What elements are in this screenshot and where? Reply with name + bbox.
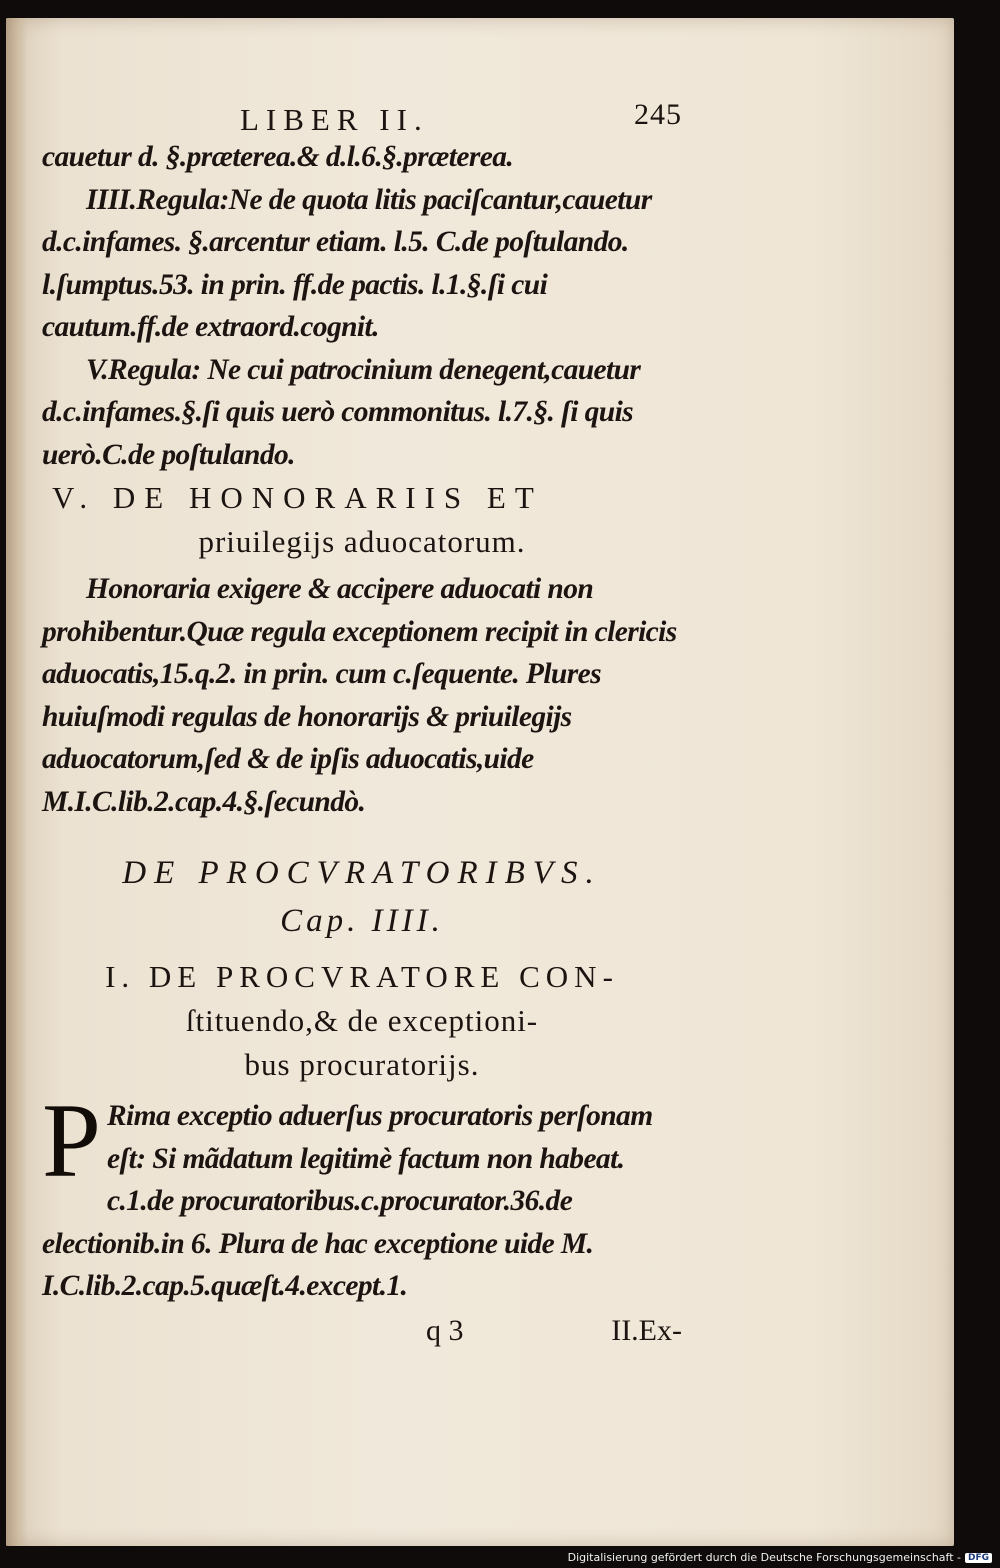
digitization-credit xyxy=(568,1551,992,1564)
page-spine-shadow xyxy=(6,18,28,1546)
signature-mark: q 3 xyxy=(426,1313,464,1347)
credit-text: Digitalisierung gefördert durch die Deutsche Forschungsgemeinschaft - xyxy=(567,1551,961,1564)
running-head xyxy=(42,88,682,136)
text-block xyxy=(42,88,682,1354)
section-v-heading-line2: priuilegijs aduocatorum. xyxy=(198,524,526,559)
section-v-heading-line1: V. DE HONORARIIS ET xyxy=(52,480,543,515)
chapter-title: DE PROCVRATORIBVS. xyxy=(122,855,602,891)
drop-capital: P xyxy=(42,1082,101,1199)
section-i-heading-line1: I. DE PROCVRATORE CON- xyxy=(105,959,619,994)
section-i-heading-line3: bus procuratorijs. xyxy=(244,1047,480,1082)
section-v-body: Honoraria exigere & accipere aduocati non prohibentur.Quæ regula exceptionem recipit in clericis aduocatis,15.q.2. in prin. cum c.ſequente. Plures huiuſmodi regulas de honorarijs & priuilegijs aduocatorum,ſed & de ipſis aduocatis,uide M.I.C.lib.2.cap.4.§.ſecundò. xyxy=(42,573,677,818)
paragraph-continuation: cauetur d. §.præterea.& d.l.6.§.præterea. xyxy=(42,141,514,173)
running-head-title: LIBER II. xyxy=(240,102,429,137)
page-footer xyxy=(42,1308,682,1354)
section-i-paragraph xyxy=(42,1082,682,1308)
section-i-heading-line2: ſtituendo,& de exceptioni- xyxy=(185,1003,539,1038)
book-page xyxy=(6,18,954,1546)
catchword: II.Ex- xyxy=(611,1313,682,1347)
paragraph-regula-5: V.Regula: Ne cui patrocinium denegent,cauetur d.c.infames.§.ſi quis uerò commonitus. l.7.§. ſi quis uerò.C.de poſtulando. xyxy=(42,353,641,471)
page-number: 245 xyxy=(634,98,682,131)
dfg-logo-icon: DFG xyxy=(965,1553,992,1563)
paragraph-regula-4: IIII.Regula:Ne de quota litis paciſcantur,cauetur d.c.infames. §.arcentur etiam. l.5. C.de poſtulando. l.ſumptus.53. in prin. ff.de pactis. l.1.§.ſi cui cautum.ff.de extraord.cognit. xyxy=(42,183,652,343)
chapter-number: Cap. IIII. xyxy=(280,903,444,939)
section-i-body: Rima exceptio aduerſus procuratoris perſonam eſt: Si mãdatum legitimè factum non habeat. c.1.de procuratoribus.c.procurator.36.de electionib.in 6. Plura de hac exceptione uide M. I.C.lib.2.cap.5.quæſt.4.except.1. xyxy=(42,1100,653,1302)
